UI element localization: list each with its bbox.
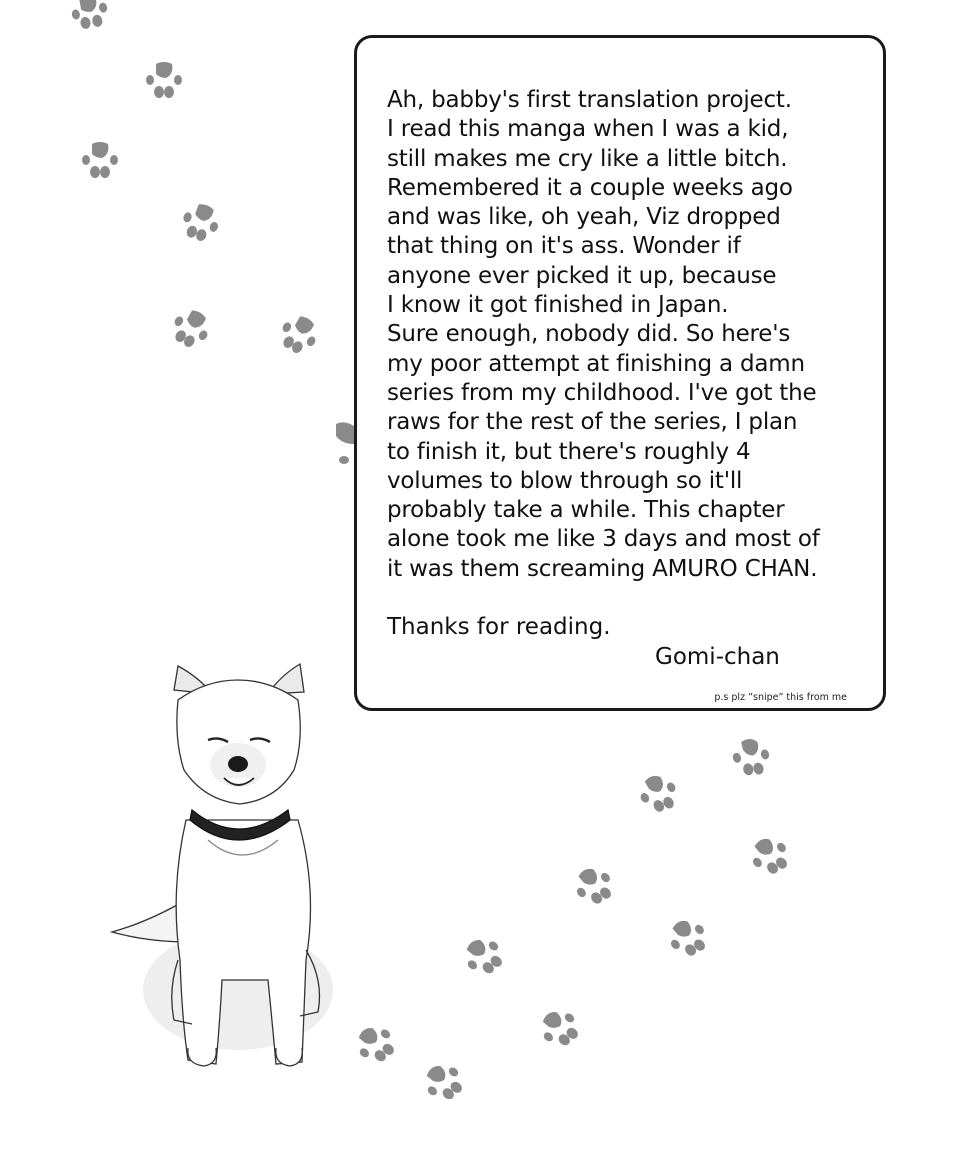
paw-print-icon xyxy=(412,1050,480,1118)
note-line: I read this manga when I was a kid, xyxy=(387,116,789,143)
note-line: that thing on it's ass. Wonder if xyxy=(387,233,741,260)
thanks-text: Thanks for reading. xyxy=(387,614,611,640)
note-body xyxy=(387,86,877,584)
note-line: it was them screaming AMURO CHAN. xyxy=(387,555,818,582)
paw-print-icon xyxy=(140,58,188,106)
paw-print-icon xyxy=(62,0,118,42)
paw-print-icon xyxy=(169,193,231,255)
note-line: and was like, oh yeah, Viz dropped xyxy=(387,204,781,231)
note-line: series from my childhood. I've got the xyxy=(387,379,817,406)
note-line: volumes to blow through so it'll xyxy=(387,467,743,494)
note-line: probably take a while. This chapter xyxy=(387,497,785,524)
note-line: to finish it, but there's roughly 4 xyxy=(387,438,751,465)
paw-print-icon xyxy=(76,138,124,186)
paw-print-icon xyxy=(157,297,223,363)
note-line: Ah, babby's first translation project. xyxy=(387,87,792,113)
dog-illustration xyxy=(108,660,348,1070)
paw-print-icon xyxy=(627,763,693,829)
paw-print-icon xyxy=(344,1012,412,1080)
note-line: my poor attempt at finishing a damn xyxy=(387,350,805,377)
postscript: p.s plz ”snipe” this from me xyxy=(714,692,847,703)
paw-print-icon xyxy=(265,303,331,369)
paw-print-icon xyxy=(528,996,596,1064)
translator-note-box xyxy=(354,35,886,711)
note-line: still makes me cry like a little bitch. xyxy=(387,145,788,172)
signature: Gomi-chan xyxy=(655,644,780,670)
note-line: alone took me like 3 days and most of xyxy=(387,526,820,553)
paw-print-icon xyxy=(656,906,724,974)
note-line: Sure enough, nobody did. So here's xyxy=(387,321,791,348)
note-line: raws for the rest of the series, I plan xyxy=(387,409,798,436)
note-line: Remembered it a couple weeks ago xyxy=(387,174,793,201)
paw-print-icon xyxy=(562,854,630,922)
paw-print-icon xyxy=(738,824,806,892)
paw-print-icon xyxy=(452,924,520,992)
note-line: I know it got finished in Japan. xyxy=(387,292,729,319)
note-line: anyone ever picked it up, because xyxy=(387,262,777,289)
paw-print-icon xyxy=(723,731,782,790)
